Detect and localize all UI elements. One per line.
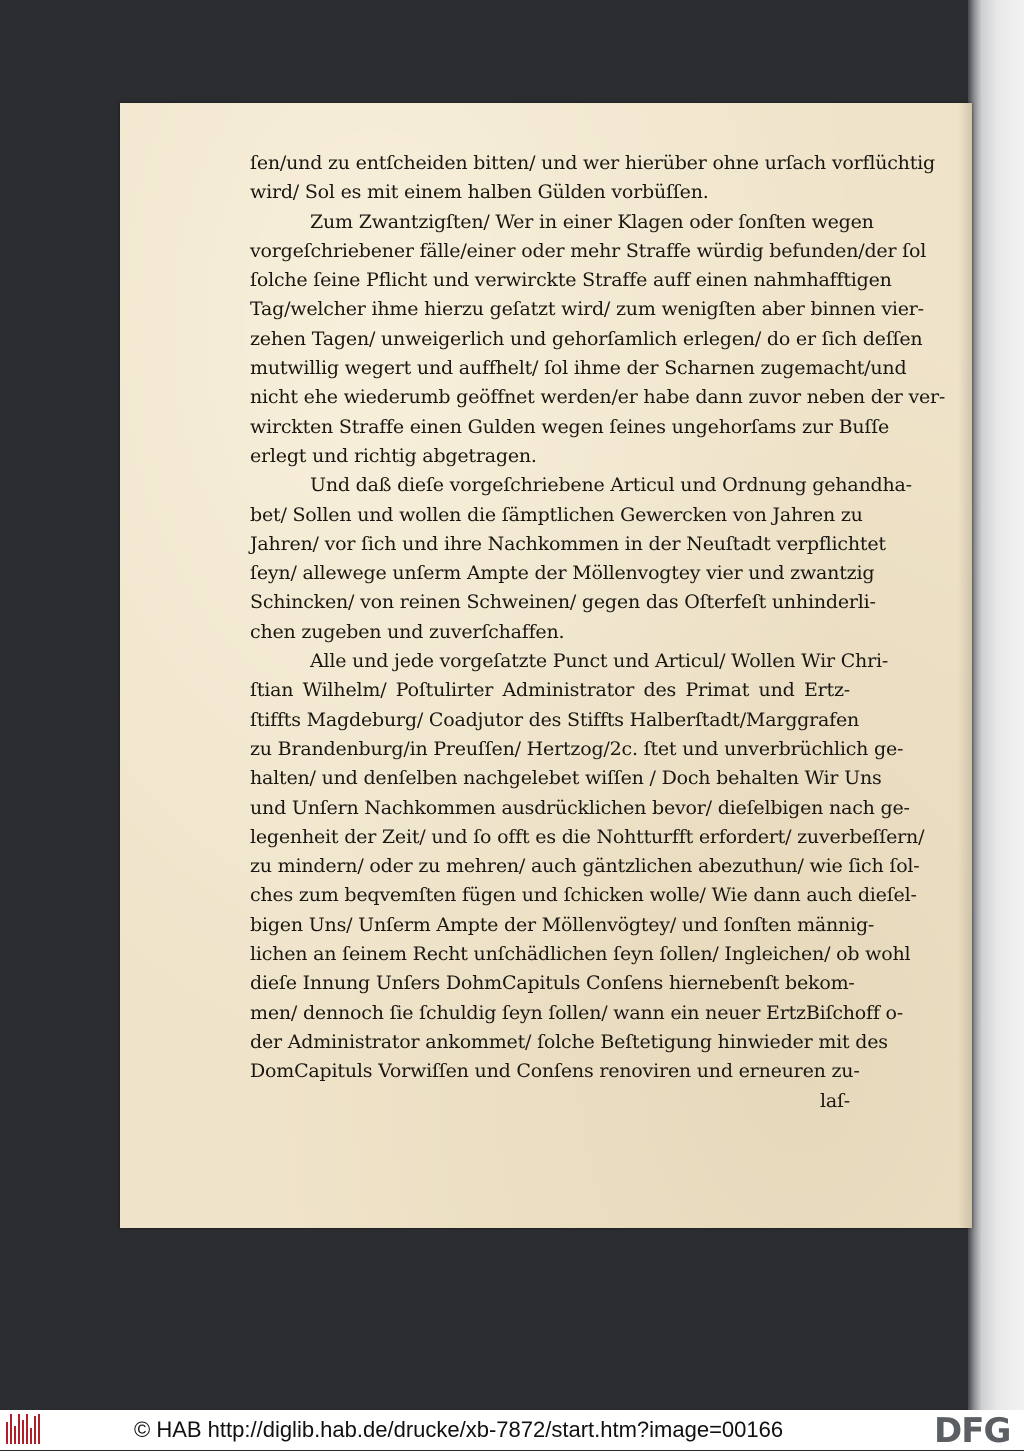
adjacent-page-strip	[968, 0, 1024, 1410]
text-line: legenheit der Zeit/ und ſo offt es die Nohtturfft erfordert/ zuverbeſſern/	[250, 825, 925, 848]
text-line: der Administrator ankommet/ ſolche Beſtetigung hinwieder mit des	[250, 1030, 888, 1053]
text-line: mutwillig wegert und auffhelt/ ſol ihme der Scharnen zugemacht/und	[250, 357, 907, 380]
text-line: chen zugeben und zuverſchaffen.	[250, 620, 565, 643]
text-line: ſtiffts Magdeburg/ Coadjutor des Stiffts Halberſtadt/Marggrafen	[250, 708, 860, 731]
text-line: Tag/welcher ihme hierzu geſatzt wird/ zum wenigſten aber binnen vier-	[250, 298, 924, 321]
catchword: laſ-	[819, 1089, 850, 1112]
text-line: Schincken/ von reinen Schweinen/ gegen das Oſterfeſt unhinderli-	[250, 591, 876, 614]
text-line: wird/ Sol es mit einem halben Gülden vorbüſſen.	[250, 181, 709, 204]
text-line: und Unſern Nachkommen ausdrücklichen bevor/ dieſelbigen nach ge-	[250, 796, 910, 819]
text-line: bet/ Sollen und wollen die ſämptlichen Gewercken von Jahren zu	[250, 503, 863, 526]
text-line: nicht ehe wiederumb geöffnet werden/er habe dann zuvor neben der ver-	[250, 386, 946, 409]
text-line: zu Brandenburg/in Preuſſen/ Hertzog/2c. ſtet und unverbrüchlich ge-	[250, 737, 904, 760]
text-line: Jahren/ vor ſich und ihre Nachkommen in der Neuſtadt verpflichtet	[250, 532, 886, 555]
text-line: dieſe Innung Unſers DohmCapituls Conſens hiernebenſt bekom-	[250, 972, 855, 995]
text-line: halten/ und denſelben nachgelebet wiſſen / Doch behalten Wir Uns	[250, 767, 882, 790]
text-line: Alle und jede vorgeſatzte Punct und Articul/ Wollen Wir Chri-	[310, 650, 889, 673]
text-line: ſen/und zu entſcheiden bitten/ und wer hierüber ohne urſach vorflüchtig	[250, 152, 935, 174]
text-line: wirckten Straffe einen Gulden wegen ſeines ungehorſams zur Buſſe	[250, 415, 890, 438]
text-line: zu mindern/ oder zu mehren/ auch gäntzlichen abezuthun/ wie ſich ſol-	[250, 855, 920, 878]
text-line: vorgeſchriebener fälle/einer oder mehr Straffe würdig befunden/der ſol	[250, 239, 927, 262]
text-line: Zum Zwantzigſten/ Wer in einer Klagen oder ſonſten wegen	[310, 210, 874, 233]
text-line: ſtian Wilhelm/ Poſtulirter Administrator des Primat und Ertz-	[250, 679, 850, 702]
text-line: Und daß dieſe vorgeſchriebene Articul und Ordnung gehandha-	[310, 474, 912, 497]
text-line: lichen an ſeinem Recht unſchädlichen ſeyn ſollen/ Ingleichen/ ob wohl	[250, 943, 911, 966]
body-text	[250, 149, 946, 1116]
dfg-logo[interactable]: DFG	[934, 1411, 1011, 1451]
text-line: men/ dennoch ſie ſchuldig ſeyn ſollen/ wann ein neuer ErtzBiſchoff o-	[250, 1001, 903, 1024]
text-line: zehen Tagen/ unweigerlich und gehorſamlich erlegen/ do er ſich deſſen	[250, 327, 923, 350]
copyright-url[interactable]: © HAB http://diglib.hab.de/drucke/xb-7872/start.htm?image=00166	[134, 1417, 784, 1442]
document-page	[120, 103, 972, 1228]
text-line: ſolche ſeine Pflicht und verwirckte Straffe auff einen nahmhafftigen	[250, 269, 892, 292]
text-line: bigen Uns/ Unſerm Ampte der Möllenvögtey/ und ſonſten männig-	[250, 913, 875, 936]
text-line: erlegt und richtig abgetragen.	[250, 444, 537, 467]
text-line: ſeyn/ allewege unſerm Ampte der Möllenvogtey vier und zwantzig	[250, 562, 875, 585]
page-edge-shadow	[958, 103, 972, 1228]
text-line: ches zum beqvemſten fügen und ſchicken wolle/ Wie dann auch dieſel-	[250, 884, 917, 907]
text-line: DomCapituls Vorwiſſen und Conſens renoviren und erneuren zu-	[250, 1060, 860, 1083]
hab-barcode-logo-icon[interactable]	[6, 1414, 42, 1444]
